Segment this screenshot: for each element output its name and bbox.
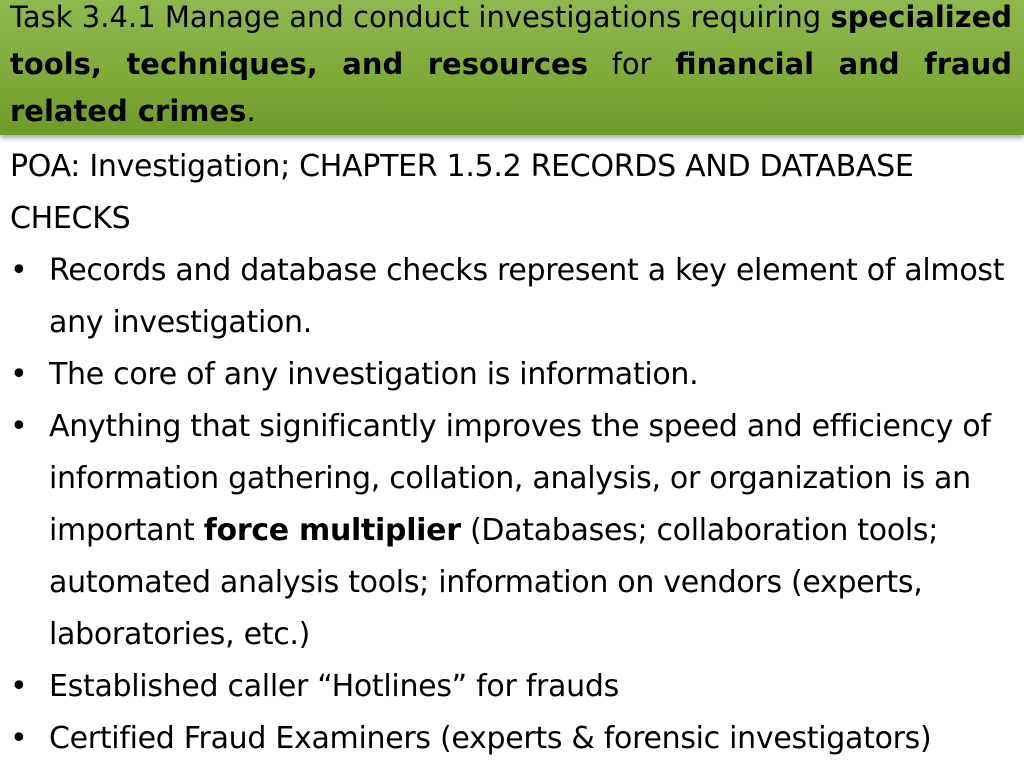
bullet-item bbox=[10, 349, 1014, 401]
task-heading bbox=[10, 0, 1012, 135]
bullet-icon: • bbox=[10, 253, 28, 288]
bullet-text: Established caller “Hotlines” for frauds bbox=[49, 669, 619, 704]
bullet-item bbox=[10, 401, 1014, 661]
title-banner bbox=[0, 0, 1024, 135]
bullet-icon: • bbox=[10, 721, 28, 756]
bullet-text-after: (Databases; collaboration tools; automated analysis tools; information on vendors (experts, laboratories, etc.) bbox=[49, 513, 939, 652]
bullet-text: Certified Fraud Examiners (experts & forensic investigators) bbox=[49, 721, 932, 756]
bullet-text-bold: force multiplier bbox=[203, 513, 461, 548]
bullet-item bbox=[10, 245, 1014, 349]
bullet-icon: • bbox=[10, 669, 28, 704]
poa-line: POA: Investigation; CHAPTER 1.5.2 RECORDS AND DATABASE CHECKS bbox=[10, 149, 914, 236]
bullet-text: The core of any investigation is information. bbox=[49, 357, 699, 392]
bullet-item bbox=[10, 661, 1014, 713]
task-connector: for bbox=[611, 47, 652, 81]
task-prefix: Task 3.4.1 Manage and conduct investigations requiring bbox=[10, 0, 822, 34]
bullet-text: Records and database checks represent a key element of almost any investigation. bbox=[49, 253, 1005, 340]
bullet-icon: • bbox=[10, 357, 28, 392]
task-end-punct: . bbox=[246, 94, 256, 128]
bullet-icon: • bbox=[10, 409, 28, 444]
bullet-list bbox=[10, 245, 1014, 765]
slide-body bbox=[10, 141, 1014, 765]
bullet-item bbox=[10, 713, 1014, 765]
task-bold-phrase-2: financial and fraud related crimes bbox=[10, 47, 1013, 128]
bullet-text-before: Anything that significantly improves the speed and efficiency of information gathering, collation, analysis, or organization is an important bbox=[49, 409, 991, 548]
task-bold-phrase-1: specialized tools, techniques, and resources bbox=[10, 0, 1013, 81]
